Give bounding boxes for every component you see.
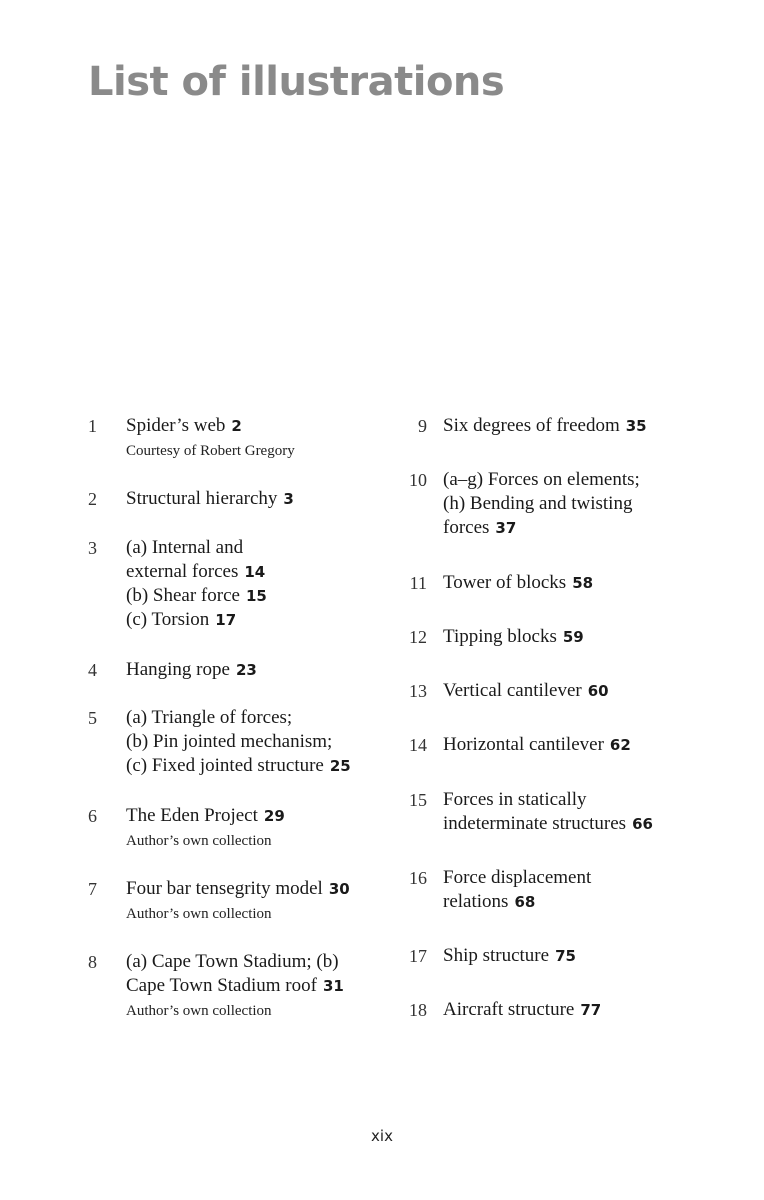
illustration-number: 12 bbox=[409, 627, 427, 647]
page-ref: 15 bbox=[245, 587, 267, 605]
illustration-number: 4 bbox=[88, 660, 97, 680]
illustration-number: 11 bbox=[409, 573, 427, 593]
caption-text: (h) Bending and twisting bbox=[443, 493, 633, 514]
page-ref: 3 bbox=[283, 490, 294, 508]
caption-line bbox=[126, 658, 398, 682]
image-credit: Author’s own collection bbox=[126, 906, 272, 922]
image-credit: Author’s own collection bbox=[126, 833, 272, 849]
image-credit: Courtesy of Robert Gregory bbox=[126, 443, 295, 459]
page-ref: 29 bbox=[263, 807, 285, 825]
caption-line bbox=[443, 625, 715, 649]
caption-line bbox=[126, 730, 398, 754]
page-ref: 17 bbox=[215, 611, 237, 629]
caption-line bbox=[126, 584, 398, 608]
illustration-number: 17 bbox=[409, 946, 427, 966]
illustration-number: 15 bbox=[409, 790, 427, 810]
image-credit: Author’s own collection bbox=[126, 1003, 272, 1019]
caption-line bbox=[443, 866, 715, 890]
illustration-entry bbox=[405, 679, 715, 703]
page-ref: 77 bbox=[580, 1001, 602, 1019]
illustration-caption bbox=[443, 625, 715, 649]
illustration-caption bbox=[126, 414, 398, 462]
caption-line bbox=[126, 974, 398, 998]
caption-line bbox=[443, 788, 715, 812]
caption-line bbox=[126, 950, 398, 974]
illustration-entry bbox=[405, 571, 715, 595]
illustration-entry bbox=[405, 998, 715, 1022]
caption-line bbox=[443, 890, 715, 914]
illustration-entry bbox=[405, 944, 715, 968]
caption-text: (a) Triangle of forces; bbox=[126, 707, 293, 728]
caption-line bbox=[443, 944, 715, 968]
illustration-number: 6 bbox=[88, 806, 97, 826]
illustration-caption bbox=[126, 658, 398, 682]
page-ref: 37 bbox=[495, 519, 517, 537]
illustration-entry bbox=[405, 733, 715, 757]
page-ref: 31 bbox=[322, 977, 344, 995]
illustration-number: 3 bbox=[88, 538, 97, 558]
caption-line bbox=[443, 516, 715, 540]
caption-text: Six degrees of freedom bbox=[443, 415, 620, 436]
caption-text: forces bbox=[443, 517, 490, 538]
caption-line bbox=[126, 877, 398, 901]
illustration-entry bbox=[88, 487, 398, 511]
caption-text: Cape Town Stadium roof bbox=[126, 975, 317, 996]
caption-line bbox=[443, 679, 715, 703]
illustration-entry bbox=[405, 468, 715, 540]
illustration-entry bbox=[405, 625, 715, 649]
illustration-caption bbox=[443, 788, 715, 836]
caption-text: Force displacement bbox=[443, 867, 592, 888]
illustration-number: 5 bbox=[88, 708, 97, 728]
illustration-entry bbox=[88, 877, 398, 925]
illustration-caption bbox=[126, 536, 398, 632]
page-ref: 25 bbox=[329, 757, 351, 775]
illustration-number: 16 bbox=[409, 868, 427, 888]
illustration-number: 9 bbox=[418, 416, 427, 436]
caption-text: relations bbox=[443, 891, 509, 912]
caption-text: Tipping blocks bbox=[443, 626, 557, 647]
illustration-number: 14 bbox=[409, 735, 427, 755]
caption-line bbox=[126, 560, 398, 584]
caption-text: Spider’s web bbox=[126, 415, 226, 436]
caption-text: (b) Shear force bbox=[126, 585, 240, 606]
caption-line bbox=[126, 754, 398, 778]
page-ref: 35 bbox=[625, 417, 647, 435]
page-ref: 30 bbox=[328, 880, 350, 898]
illustration-number: 7 bbox=[88, 879, 97, 899]
caption-text: Tower of blocks bbox=[443, 572, 567, 593]
illustration-caption bbox=[126, 487, 398, 511]
caption-text: external forces bbox=[126, 561, 239, 582]
page-ref: 23 bbox=[235, 661, 257, 679]
caption-text: Forces in statically bbox=[443, 789, 587, 810]
illustration-caption bbox=[126, 877, 398, 925]
page-ref: 58 bbox=[572, 574, 594, 592]
illustration-number: 10 bbox=[409, 470, 427, 490]
caption-line bbox=[443, 998, 715, 1022]
illustration-number: 13 bbox=[409, 681, 427, 701]
illustration-caption bbox=[443, 733, 715, 757]
caption-line bbox=[126, 608, 398, 632]
illustration-caption bbox=[443, 998, 715, 1022]
illustration-caption bbox=[126, 706, 398, 778]
caption-line bbox=[443, 492, 715, 516]
caption-text: Ship structure bbox=[443, 945, 550, 966]
illustration-entry bbox=[88, 950, 398, 1022]
illustration-entry bbox=[88, 706, 398, 778]
caption-text: Four bar tensegrity model bbox=[126, 878, 323, 899]
caption-text: The Eden Project bbox=[126, 805, 258, 826]
page-ref: 60 bbox=[587, 682, 609, 700]
caption-text: Structural hierarchy bbox=[126, 488, 278, 509]
caption-text: Aircraft structure bbox=[443, 999, 575, 1020]
caption-text: indeterminate structures bbox=[443, 813, 627, 834]
caption-text: (a–g) Forces on elements; bbox=[443, 469, 640, 490]
caption-line bbox=[443, 414, 715, 438]
illustration-entry bbox=[88, 804, 398, 852]
caption-text: (c) Torsion bbox=[126, 609, 210, 630]
illustration-entry bbox=[405, 866, 715, 914]
illustration-entry bbox=[88, 536, 398, 632]
caption-text: (c) Fixed jointed structure bbox=[126, 755, 324, 776]
caption-line bbox=[443, 468, 715, 492]
illustration-caption bbox=[443, 468, 715, 540]
illustration-entry bbox=[88, 658, 398, 682]
illustration-caption bbox=[126, 950, 398, 1022]
caption-text: (b) Pin jointed mechanism; bbox=[126, 731, 333, 752]
caption-line bbox=[126, 536, 398, 560]
caption-line bbox=[126, 414, 398, 438]
illustration-caption bbox=[443, 866, 715, 914]
page-ref: 2 bbox=[231, 417, 242, 435]
page-ref: 75 bbox=[555, 947, 576, 965]
page-ref: 59 bbox=[562, 628, 584, 646]
page-ref: 62 bbox=[609, 736, 631, 754]
illustration-number: 2 bbox=[88, 489, 97, 509]
page-ref: 68 bbox=[514, 893, 536, 911]
caption-line bbox=[126, 487, 398, 511]
caption-text: Hanging rope bbox=[126, 659, 230, 680]
caption-line bbox=[126, 706, 398, 730]
caption-line bbox=[443, 571, 715, 595]
illustration-number: 1 bbox=[88, 416, 97, 436]
caption-line bbox=[443, 812, 715, 836]
illustration-caption bbox=[443, 571, 715, 595]
illustration-caption bbox=[443, 944, 715, 968]
illustration-number: 8 bbox=[88, 952, 97, 972]
caption-line bbox=[126, 804, 398, 828]
illustration-entry bbox=[405, 414, 715, 438]
caption-text: (a) Cape Town Stadium; (b) bbox=[126, 951, 339, 972]
caption-text: Vertical cantilever bbox=[443, 680, 582, 701]
page-number: xix bbox=[371, 1127, 393, 1145]
illustration-caption bbox=[126, 804, 398, 852]
page-title: List of illustrations bbox=[88, 59, 505, 105]
illustration-entry bbox=[88, 414, 398, 462]
illustration-caption bbox=[443, 679, 715, 703]
caption-text: (a) Internal and bbox=[126, 537, 244, 558]
caption-text: Horizontal cantilever bbox=[443, 734, 604, 755]
illustration-caption bbox=[443, 414, 715, 438]
illustration-number: 18 bbox=[409, 1000, 427, 1020]
illustration-entry bbox=[405, 788, 715, 836]
page-ref: 14 bbox=[244, 563, 266, 581]
caption-line bbox=[443, 733, 715, 757]
page-ref: 66 bbox=[632, 815, 653, 833]
